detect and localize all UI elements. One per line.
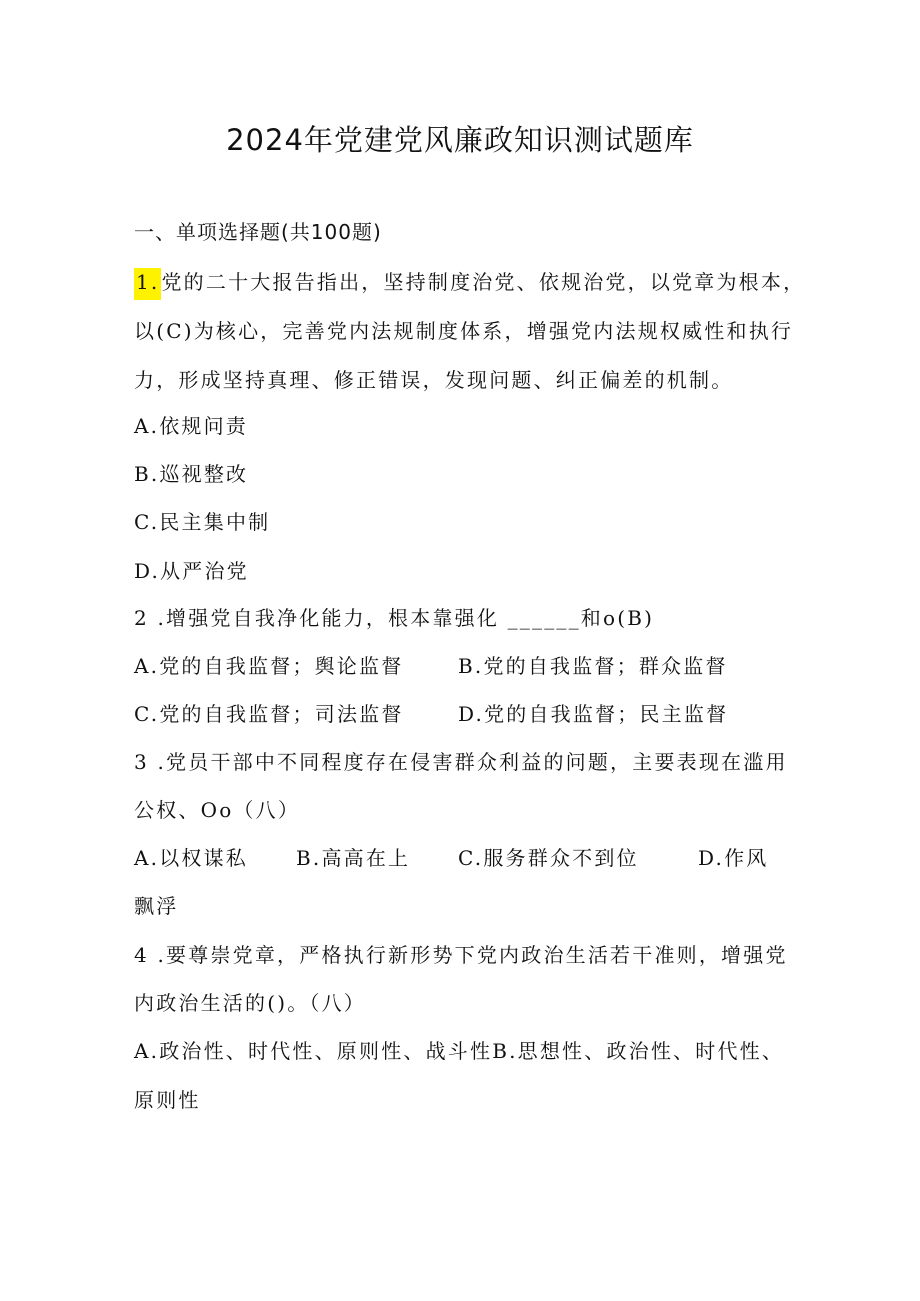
question-2-option-a: A.党的自我监督；舆论监督: [134, 654, 404, 678]
question-3-option-c: C.服务群众不到位: [458, 846, 639, 870]
question-3-line-2: 公权、Oo（八）: [134, 798, 301, 822]
question-2-option-d: D.党的自我监督；民主监督: [458, 702, 729, 726]
question-1-option-b: B.巡视整改: [134, 462, 249, 486]
question-2-option-c: C.党的自我监督；司法监督: [134, 702, 404, 726]
question-3-option-a: A.以权谋私: [134, 846, 249, 870]
question-1-line-3: 力，形成坚持真理、修正错误，发现问题、纠正偏差的机制。: [134, 368, 734, 392]
question-2-text: 2 .增强党自我净化能力，根本靠强化 ______和o(B): [134, 606, 655, 630]
question-4-options-line-1: A.政治性、时代性、原则性、战斗性B.思想性、政治性、时代性、: [134, 1039, 785, 1063]
question-4-line-1: 4 .要尊崇党章，严格执行新形势下党内政治生活若干准则，增强党: [134, 943, 788, 967]
question-1-line-1: [134, 268, 806, 296]
question-1-option-d: D.从严治党: [134, 559, 249, 583]
question-1-option-c: C.民主集中制: [134, 510, 271, 534]
question-3-option-d: D.作风: [698, 846, 769, 870]
question-1-line-2: 以(C)为核心，完善党内法规制度体系，增强党内法规权威性和执行: [134, 319, 794, 343]
question-4-line-2: 内政治生活的()。（八）: [134, 991, 367, 1015]
document-title: 2024年党建党风廉政知识测试题库: [226, 123, 694, 157]
question-3-line-1: 3 .党员干部中不同程度存在侵害群众利益的问题，主要表现在滥用: [134, 750, 788, 774]
question-1-option-a: A.依规问责: [134, 414, 249, 438]
question-2-option-b: B.党的自我监督；群众监督: [458, 654, 728, 678]
question-3-option-wrap: 飘浮: [134, 894, 179, 918]
question-4-options-line-2: 原则性: [134, 1088, 201, 1112]
question-1-text: 党的二十大报告指出，坚持制度治党、依规治党，以党章为根本，: [161, 270, 806, 294]
question-1-number-highlight: 1.: [134, 268, 161, 300]
question-3-option-b: B.高高在上: [296, 846, 411, 870]
section-heading: 一、单项选择题(共100题): [134, 220, 382, 244]
